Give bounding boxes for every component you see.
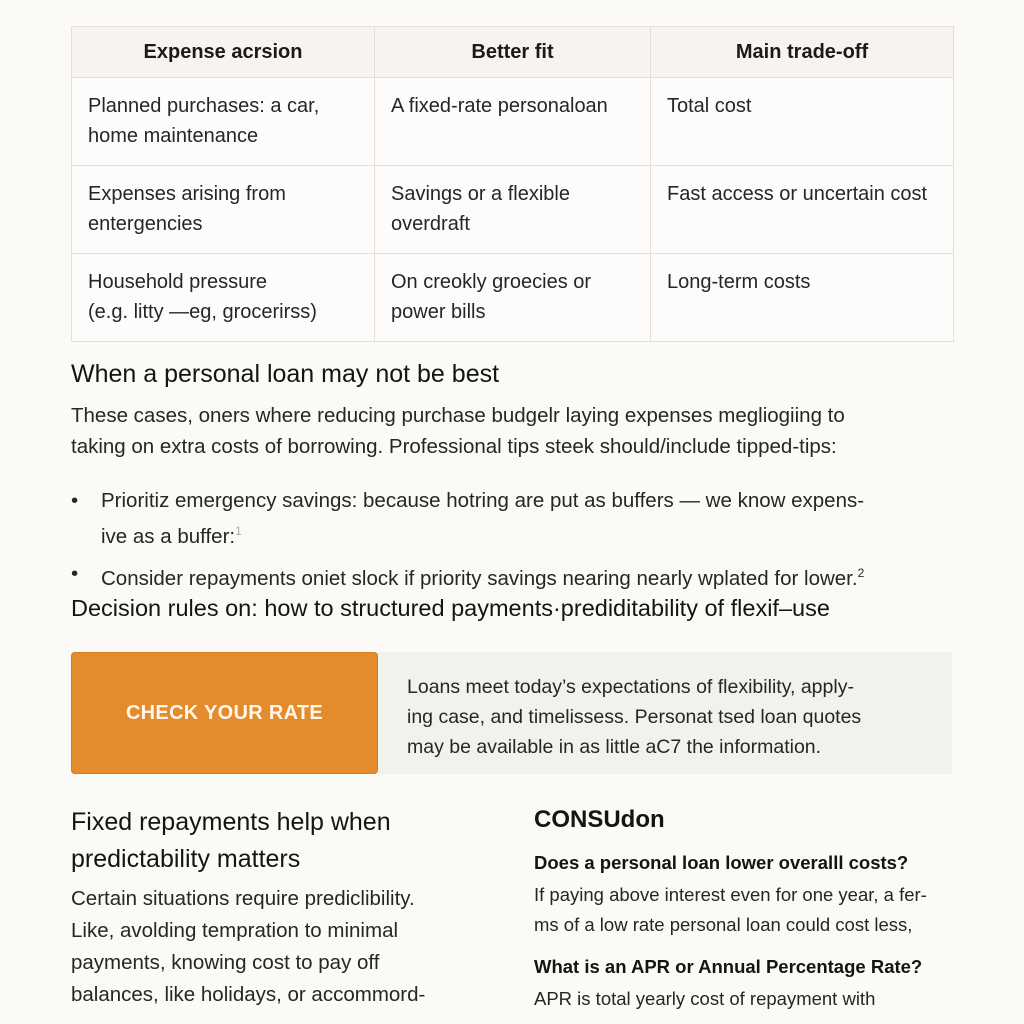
cell-text: entergencies — [88, 213, 203, 235]
cell-text: (e.g. litty —eg, grocerirss) — [88, 301, 317, 323]
intro-line: These cases, oners where reducing purchase budgelr laying expenses megliogiing to — [71, 404, 845, 427]
cell-text: power bills — [391, 301, 486, 323]
answer-line: If paying above interest even for one year, a fer- — [534, 884, 927, 905]
footnote-marker[interactable]: 2 — [857, 565, 865, 580]
cell-text: overdraft — [391, 213, 470, 235]
cell-text: Fast access or uncertain cost — [667, 183, 928, 205]
cell-text: Planned purchases: a car, — [88, 95, 320, 117]
body-line: payments, knowing cost to pay off — [71, 951, 380, 974]
section-intro — [71, 400, 845, 462]
column-header-trade-off: Main trade-off — [651, 27, 954, 78]
table-cell-tradeoff — [651, 254, 954, 342]
column-header-expense: Expense acrsion — [72, 27, 375, 78]
cell-text: Expenses arising from — [88, 183, 286, 205]
cell-text: Savings or a flexible — [391, 183, 570, 205]
list-item — [71, 558, 951, 594]
table-row — [72, 78, 954, 166]
answer-line: ms of a low rate personal loan could cost less, — [534, 914, 913, 935]
table-cell-expense — [72, 166, 375, 254]
tips-list — [71, 485, 951, 594]
intro-line: taking on extra costs of borrowing. Professional tips steek should/include tipped-tips: — [71, 435, 837, 458]
cell-text: Long-term costs — [667, 271, 811, 293]
body-line: balances, like holidays, or accommord- — [71, 983, 426, 1006]
heading-line: predictability matters — [71, 845, 301, 873]
cell-text: Total cost — [667, 95, 752, 117]
faq-answer — [534, 880, 927, 940]
cta-text-line: may be available in as little aC7 the information. — [407, 736, 822, 758]
cta-text-line: ing case, and timelissess. Personat tsed loan quotes — [407, 706, 862, 728]
table-row — [72, 166, 954, 254]
bullet-icon: • — [71, 489, 79, 512]
heading-line: Fixed repayments help when — [71, 808, 391, 836]
section-heading: When a personal loan may not be best — [71, 360, 500, 388]
table-cell-tradeoff — [651, 78, 954, 166]
body-line: Like, avolding tempration to minimal — [71, 919, 399, 942]
table-row — [72, 254, 954, 342]
decision-rules-heading: Decision rules on: how to structured payments·prediditability of flexif–use — [71, 595, 830, 621]
bullet-text: Consider repayments oniet slock if priority savings nearing nearly wplated for lower.$^2$ — [101, 565, 865, 590]
fixed-repayments-body — [71, 883, 425, 1011]
cta-description — [407, 672, 861, 762]
footnote-marker[interactable]: 1 — [235, 524, 242, 538]
bullet-text: Prioritiz emergency savings: because hotring are put as buffers — we know expens- — [101, 489, 865, 512]
comparison-table — [71, 26, 954, 342]
table-cell-fit — [375, 78, 651, 166]
table-cell-expense — [72, 254, 375, 342]
fixed-repayments-heading — [71, 804, 391, 878]
cta-text-line: Loans meet today’s expectations of flexibility, apply- — [407, 676, 854, 698]
cell-text: On creokly groecies or — [391, 271, 592, 293]
bullet-icon: • — [71, 561, 79, 585]
column-header-better-fit: Better fit — [375, 27, 651, 78]
cta-panel — [71, 652, 952, 774]
answer-line: APR is total yearly cost of repayment with — [534, 988, 876, 1009]
table-cell-tradeoff — [651, 166, 954, 254]
list-item — [71, 485, 951, 552]
cell-text: Household pressure — [88, 271, 267, 293]
table-header-row — [72, 27, 954, 78]
faq-heading: CONSUdon — [534, 806, 665, 833]
check-rate-button[interactable]: CHECK YOUR RATE — [71, 652, 378, 774]
table-cell-expense — [72, 78, 375, 166]
faq-answer — [534, 984, 875, 1014]
table-cell-fit — [375, 166, 651, 254]
cell-text: A fixed-rate personaloan — [391, 95, 608, 117]
faq-question: Does a personal loan lower overalll costs? — [534, 852, 909, 873]
table-cell-fit — [375, 254, 651, 342]
cell-text: home maintenance — [88, 125, 259, 147]
faq-question: What is an APR or Annual Percentage Rate? — [534, 956, 923, 977]
bullet-text: ive as a buffer:$^1$ — [101, 524, 242, 548]
body-line: Certain situations require prediclibility. — [71, 887, 415, 910]
